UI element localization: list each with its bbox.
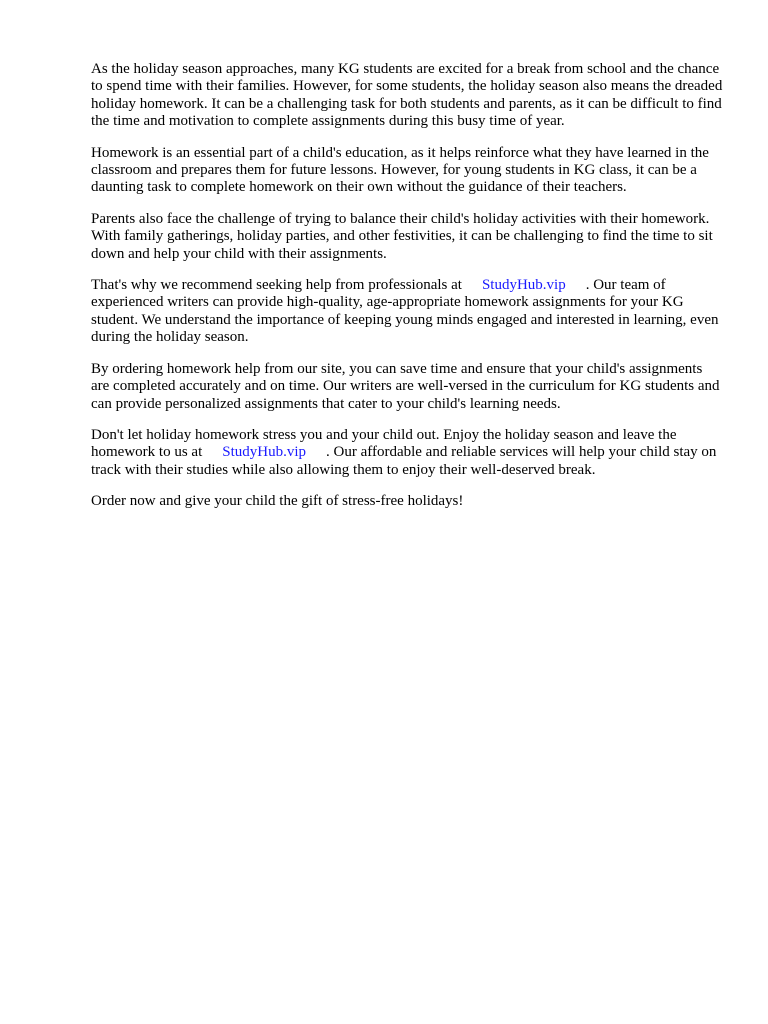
- paragraph-call-to-action: Order now and give your child the gift of stress-free holidays!: [91, 493, 464, 510]
- studyhub-link[interactable]: StudyHub.vip: [481, 277, 566, 294]
- paragraph-homework-importance: Homework is an essential part of a child's education, as it helps reinforce what they have learned in the classroom and prepares them for future lessons. However, for young students in KG class, it can be a daunting task to complete homework on their own without the guidance of their teachers.: [91, 144, 709, 196]
- paragraph-intro: As the holiday season approaches, many KG students are excited for a break from school and the chance to spend time with their families. However, for some students, the holiday season also means the dreaded holiday homework. It can be a challenging task for both students and parents, as it can be difficult to find the time and motivation to complete assignments during this busy time of year.: [91, 61, 723, 130]
- paragraph-ordering: By ordering homework help from our site, you can save time and ensure that your child's assignments are completed accurately and on time. Our writers are well-versed in the curriculum for KG students and can provide personalized assignments that cater to your child's learning needs.: [91, 360, 720, 412]
- document-body: [91, 61, 723, 525]
- paragraph-stress-free: [91, 427, 723, 479]
- paragraph-text-before-link: That's why we recommend seeking help from professionals at: [91, 277, 462, 294]
- studyhub-link[interactable]: StudyHub.vip: [222, 444, 306, 461]
- paragraph-recommendation: [91, 277, 723, 347]
- paragraph-text-after-link: . Our affordable and reliable services will help your child stay on track with their studies while also allowing them to enjoy their well-deserved break.: [91, 444, 717, 478]
- paragraph-parents-challenge: Parents also face the challenge of trying to balance their child's holiday activities with their homework. With family gatherings, holiday parties, and other festivities, it can be challenging to find the time to sit down and help your child with their assignments.: [91, 210, 713, 262]
- paragraph-text-after-link: . Our team of experienced writers can provide high-quality, age-appropriate homework assignments for your KG student. We understand the importance of keeping young minds engaged and interested in learning, even during the holiday season.: [91, 277, 719, 346]
- paragraph-text-before-link: Don't let holiday homework stress you and your child out. Enjoy the holiday season and leave the homework to us at: [91, 426, 677, 461]
